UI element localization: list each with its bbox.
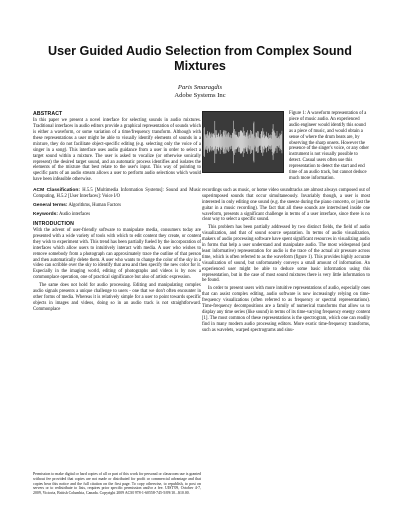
figure-caption: Figure 1: A waveform representation of a piece of music audio. An experienced audio engineer would identify this sound as a piece of music, and would obtain a sense of where the drum beats are, by observing the sharp onsets. However the presence of the singer's voice, or any other instrument is not visually possible to detect. Casual users often use this representation to detect the start and end time of an audio track, but cannot deduce much more information. [289, 111, 369, 181]
abstract-text: In this paper we present a novel interface for selecting sounds in audio mixtures. Traditional interfaces in audio editors provide a graphical representation of sounds which is either a waveform, or some variation of a time/frequency transform. Although with these representations a user might be able to visually identify elements of sounds in a mixture, they do not facilitate object-specific editing (e.g. selecting only the voice of a singer in a song). This interface uses audio guidance from a user in order to select a target sound within a mixture. The user is asked to vocalize (or otherwise sonically represent) the desired target sound, and an automatic process identifies and isolates the elements of the mixture that best relate to the user's input. This way of pointing to specific parts of an audio stream allows a user to perform audio selections which would have been infeasible otherwise. [33, 118, 201, 183]
acm-text: H.5.5 [Multimedia Information Systems]: Sound and Music Computing, H.5.2 [User Interfaces]: Voice I/O [33, 188, 202, 200]
acm-classification [33, 188, 201, 200]
acm-label: ACM Classification: [33, 188, 81, 194]
waveform-figure [202, 111, 284, 173]
general-terms [33, 203, 201, 209]
intro-paragraph-1: With the advent of user-friendly software to manipulate media, consumers today are presented with a wide variety of tools with which to edit content they create, or content they wish to experiment with. This trend has been partially fueled by the incorporation of interfaces which allow users to intuitively interact with media. A user who wishes to remove somebody from a photograph can approximately trace the outline of that person and then automatically delete them. A user who wants to change the color of the sky in a video can scribble over the sky to identify that area and then specify the new color for it. Especially in the imaging world, editing of photographs and videos is by now a commonplace operation, one of practical significance but also of artistic expression. [33, 228, 201, 281]
general-terms-text: Algorithms, Human Factors [68, 202, 121, 208]
author-affiliation: Adobe Systems Inc [174, 92, 226, 99]
paper-title: User Guided Audio Selection from Complex Sound Mixtures [48, 44, 352, 73]
keywords [33, 212, 201, 218]
body-paragraph-3: In order to present users with more intuitive representations of audio, especially ones that can assist complex editing, audio software is now increasingly relying on time-frequency visualizations (often referred to as frequency or spectral representations). Time-frequency decompositions are a family of numerical transforms that allow us to display any time series (like sound) in terms of its time-varying frequency energy content [1]. The most common of these representations is the spectrogram, which one can readily find in many modern audio processing editors. More exotic time-frequency transforms, such as wavelets, warped spectrograms and sinu- [202, 286, 370, 333]
body-paragraph-1: recordings such as music, or home video soundtracks are almost always composed out of superimposed sounds that occur simultaneously. Invariably though, a user is most interested in only editing one sound (e.g. the sneeze during the piano concerto, or just the guitar in a music recording). The fact that all these sounds are intertwined inside one waveform, presents a significant challenge in terms of a user interface, since there is no clear way to select a specific sound. [202, 187, 370, 223]
right-column [202, 111, 370, 336]
keywords-label: Keywords: [33, 211, 59, 217]
body-paragraph-2: This problem has been partially addressed by two distinct fields, the field of audio visualization, and that of sound source separation. In terms of audio visualization, makers of audio processing software have spent significant resources in visualizing audio in forms that help a user understand and manipulate audio. The most widespread (and least informative) representation for audio is the trace of the actual air pressure across time, which is often referred to as the waveform (figure 1). This provides highly accurate visualization of sound, but unfortunately conveys a small amount of information. An experienced user might be able to deduce some basic information using this representation, but in the case of most sound mixtures there is very little information to be found. [202, 225, 370, 284]
keywords-text: Audio interfaces [58, 211, 91, 217]
abstract-heading: ABSTRACT [33, 111, 63, 117]
author-name: Paris Smaragdis [177, 84, 223, 91]
copyright-notice: Permission to make digital or hard copies of all or part of this work for personal or classroom use is granted without fee provided that copies are not made or distributed for profit or commercial advantage and that copies bear this notice and the full citation on the first page. To copy otherwise, to republish, to post on servers or to redistribute to lists, requires prior specific permission and/or a fee. UIST'09, October 4-7, 2009, Victoria, British Columbia, Canada. Copyright 2009 ACM 978-1-60558-745-5/09/10...$10.00. [33, 472, 201, 496]
waveform-graphic [203, 112, 283, 172]
general-terms-label: General terms: [33, 202, 68, 208]
introduction-heading: INTRODUCTION [33, 220, 74, 227]
intro-paragraph-2: The same does not hold for audio processing. Editing and manipulating complex audio signals presents a unique challenge to users - one that we don't often encounter in other forms of media. Whereas it is relatively simple for a user to point towards specific objects in images and videos, doing so in an audio track is not straightforward. Commonplace [33, 283, 201, 312]
left-column [33, 111, 201, 315]
